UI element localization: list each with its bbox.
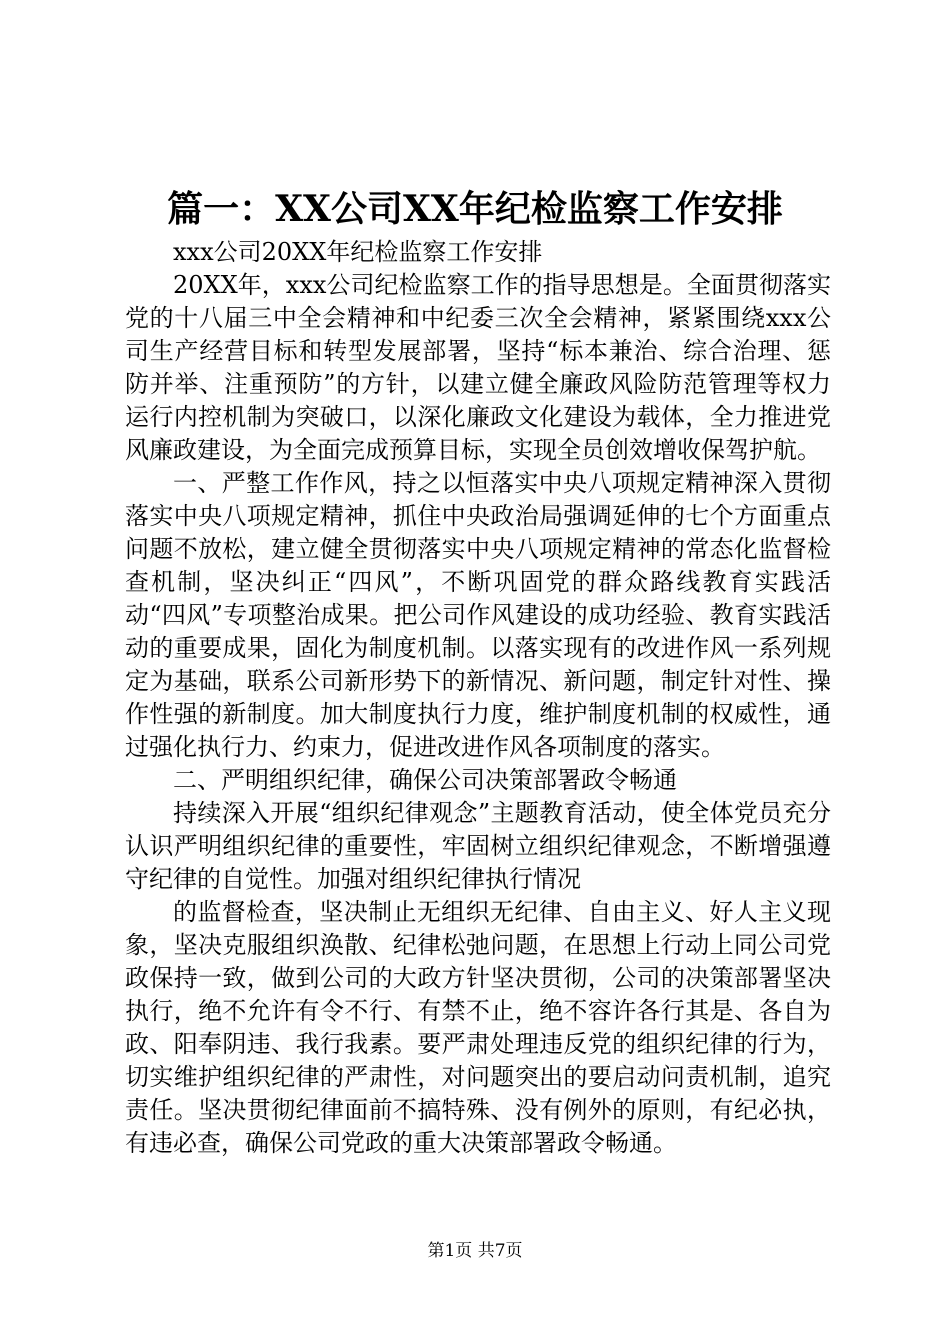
document-subtitle: xxx公司20XX年纪检监察工作安排 — [173, 238, 543, 266]
document-title: 篇一：XX公司XX年纪检监察工作安排 — [167, 188, 783, 230]
paragraph-section-two-a: 持续深入开展“组织纪律观念”主题教育活动，使全体党员充分认识严明组织纪律的重要性，牢固树立组织纪律观念，不断增强遵守纪律的自觉性。加强对组织纪律执行情况 — [125, 799, 831, 893]
document-body — [125, 236, 831, 1160]
paragraph-section-one: 一、严整工作作风，持之以恒落实中央八项规定精神深入贯彻落实中央八项规定精神，抓住中央政治局强调延伸的七个方面重点问题不放松，建立健全贯彻落实中央八项规定精神的常态化监督检查机制，坚决纠正“四风”，不断巩固党的群众路线教育实践活动“四风”专项整治成果。把公司作风建设的成功经验、教育实践活动的重要成果，固化为制度机制。以落实现有的改进作风一系列规定为基础，联系公司新形势下的新情况、新问题，制定针对性、操作性强的新制度。加大制度执行力度，维护制度机制的权威性，通过强化执行力、约束力，促进改进作风各项制度的落实。 — [125, 469, 831, 761]
paragraph-section-two-b: 的监督检查，坚决制止无组织无纪律、自由主义、好人主义现象，坚决克服组织涣散、纪律松弛问题，在思想上行动上同公司党政保持一致，做到公司的大政方针坚决贯彻，公司的决策部署坚决执行，绝不允许有令不行、有禁不止，绝不容许各行其是、各自为政、阳奉阴违、我行我素。要严肃处理违反党的组织纪律的行为，切实维护组织纪律的严肃性，对问题突出的要启动问责机制，追究责任。坚决贯彻纪律面前不搞特殊、没有例外的原则，有纪必执，有违必查，确保公司党政的重大决策部署政令畅通。 — [125, 898, 831, 1157]
paragraph-guiding-thought: 20XX年，xxx公司纪检监察工作的指导思想是。全面贯彻落实党的十八届三中全会精神和中纪委三次全会精神，紧紧围绕xxx公司生产经营目标和转型发展部署，坚持“标本兼治、综合治理、惩防并举、注重预防”的方针，以建立健全廉政风险防范管理等权力运行内控机制为突破口，以深化廉政文化建设为载体，全力推进党风廉政建设，为全面完成预算目标，实现全员创效增收保驾护航。 — [125, 271, 831, 464]
page-number-footer: 第1页 共7页 — [427, 1241, 523, 1261]
section-two-heading: 二、严明组织纪律，确保公司决策部署政令畅通 — [173, 766, 677, 794]
